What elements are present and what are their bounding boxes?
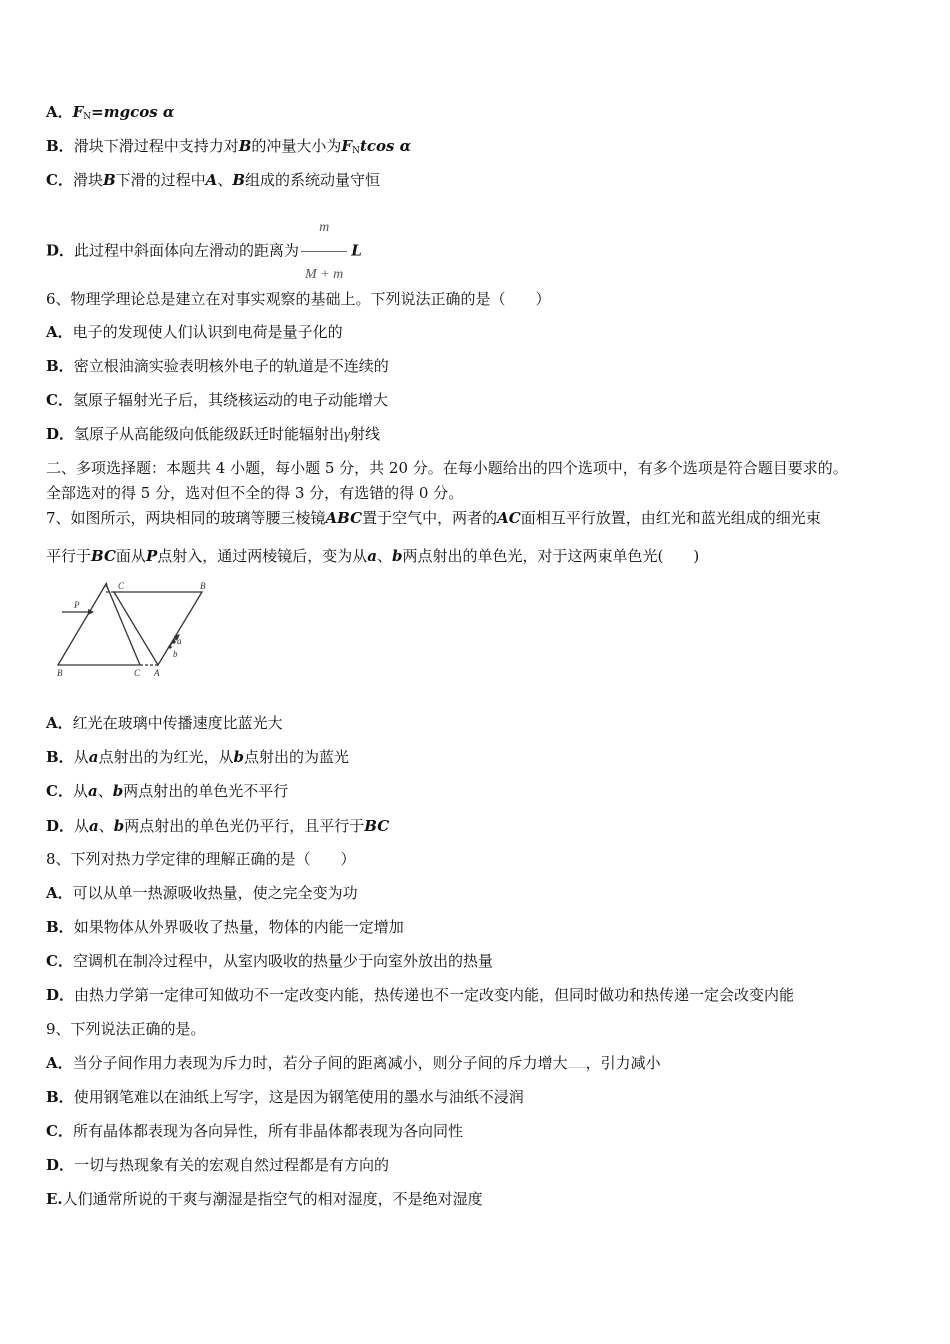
option-letter: B． xyxy=(46,1088,74,1106)
label-c-bottom: C xyxy=(134,668,141,678)
var-a: a xyxy=(89,817,99,835)
point-a xyxy=(172,640,175,643)
q7-stem-line-2 xyxy=(46,546,699,566)
option-text: 下滑的过程中 xyxy=(115,171,206,189)
stem-text: 面从 xyxy=(115,547,146,565)
option-text: 点射出的为红光，从 xyxy=(98,748,234,766)
label-c-top: C xyxy=(118,581,125,591)
q5-option-a xyxy=(46,102,174,127)
option-text: 的冲量大小为 xyxy=(251,137,342,155)
option-text: 从 xyxy=(72,782,88,800)
var-a: A xyxy=(205,171,218,189)
option-letter: B． xyxy=(46,357,74,375)
option-text: 如果物体从外界吸收了热量，物体的内能一定增加 xyxy=(73,918,404,936)
fraction-denominator: M + m xyxy=(305,267,344,282)
option-letter: D． xyxy=(46,986,75,1004)
option-text: 一切与热现象有关的宏观自然过程都是有方向的 xyxy=(74,1156,390,1174)
q9-stem: 9、下列说法正确的是。 xyxy=(46,1020,206,1038)
option-letter: D． xyxy=(46,817,75,835)
label-a-bottom: A xyxy=(154,668,160,678)
formula-f: F xyxy=(72,103,84,121)
fraction xyxy=(301,206,347,297)
var-a: a xyxy=(87,782,98,800)
q5-option-c xyxy=(46,170,380,190)
option-letter: A． xyxy=(46,714,73,732)
option-text: 当分子间作用力表现为斥力时，若分子间的距离减小，则分子间的斥力增大 xyxy=(72,1054,568,1072)
formula-sub: N xyxy=(352,146,360,156)
stem-text: 点射入，通过两棱镜后，变为从 xyxy=(157,547,368,565)
q8-stem: 8、下列对热力学定律的理解正确的是（ ） xyxy=(46,850,356,868)
var-ac: AC xyxy=(497,509,521,527)
section-2-line-2: 全部选对的得 5 分，选对但不全的得 3 分，有选错的得 0 分。 xyxy=(46,484,464,502)
option-text: 组成的系统动量守恒 xyxy=(245,171,381,189)
q9-option-c xyxy=(46,1121,463,1141)
q8-option-b xyxy=(46,917,404,937)
option-text: 电子的发现使人们认识到电荷是量子化的 xyxy=(72,323,343,341)
var-b: B xyxy=(238,137,252,155)
q6-stem: 6、物理学理论总是建立在对事实观察的基础上。下列说法正确的是（ ） xyxy=(46,290,551,308)
q6-option-c xyxy=(46,390,388,410)
option-text: 由热力学第一定律可知做功不一定改变内能，热传递也不一定改变内能，但同时做功和热传递一定会改变内能 xyxy=(74,986,795,1004)
prism-left xyxy=(58,584,140,665)
label-b-bottom: B xyxy=(57,668,63,678)
formula-rest: =mgcos α xyxy=(91,103,175,121)
option-text: 可以从单一热源吸收热量，使之完全变为功 xyxy=(72,884,358,902)
q7-option-c xyxy=(46,781,288,801)
separator: 、 xyxy=(217,171,233,189)
option-letter: C． xyxy=(46,782,73,800)
stem-text: 面相互平行放置，由红光和蓝光组成的细光束 xyxy=(520,509,821,527)
var-b: b xyxy=(233,748,244,766)
label-a-top: A xyxy=(103,581,109,591)
option-letter: B． xyxy=(46,918,74,936)
option-letter: B． xyxy=(46,748,74,766)
option-letter: A． xyxy=(46,1054,73,1072)
option-letter: C． xyxy=(46,171,73,189)
option-text: 滑块下滑过程中支持力对 xyxy=(73,137,239,155)
option-text: 空调机在制冷过程中，从室内吸收的热量少于向室外放出的热量 xyxy=(72,952,493,970)
q8-option-d xyxy=(46,985,794,1005)
option-text: 滑块 xyxy=(72,171,103,189)
q8-option-c xyxy=(46,951,493,971)
var-b: b xyxy=(391,547,403,565)
label-p: P xyxy=(74,600,80,610)
option-letter: C． xyxy=(46,1122,73,1140)
q8-option-a xyxy=(46,883,358,903)
option-text: 所有晶体都表现为各向异性，所有非晶体都表现为各向同性 xyxy=(72,1122,463,1140)
q6-option-b xyxy=(46,356,389,376)
option-letter: C． xyxy=(46,391,73,409)
q7-option-a xyxy=(46,713,283,733)
var-b: B xyxy=(232,171,246,189)
option-letter: D． xyxy=(46,425,75,443)
formula-rest: tcos α xyxy=(359,137,412,155)
label-point-a: a xyxy=(177,636,182,646)
q9-option-b xyxy=(46,1087,524,1107)
q5-option-d xyxy=(46,206,362,297)
fraction-numerator: m xyxy=(319,220,330,235)
option-letter: D． xyxy=(46,241,75,260)
option-text: 此过程中斜面体向左滑动的距离为 xyxy=(74,241,300,260)
option-text: 人们通常所说的干爽与潮湿是指空气的相对湿度，不是绝对湿度 xyxy=(62,1190,483,1208)
prism-figure xyxy=(50,578,220,682)
q9-option-a xyxy=(46,1053,661,1073)
var-b: b xyxy=(113,817,125,835)
option-text: 使用钢笔难以在油纸上写字，这是因为钢笔使用的墨水与油纸不浸润 xyxy=(73,1088,524,1106)
var-bc: BC xyxy=(91,547,116,565)
option-letter: E. xyxy=(46,1190,63,1208)
option-text: 从 xyxy=(74,817,90,835)
option-letter: A． xyxy=(46,884,73,902)
option-text: 两点射出的单色光仍平行，且平行于 xyxy=(124,817,365,835)
q7-option-b xyxy=(46,747,349,767)
option-text: 密立根油滴实验表明核外电子的轨道是不连续的 xyxy=(73,357,389,375)
var-p: P xyxy=(145,547,158,565)
option-text: 点射出的为蓝光 xyxy=(243,748,349,766)
option-letter: A． xyxy=(46,323,73,341)
option-letter: A． xyxy=(46,103,73,121)
q6-option-a xyxy=(46,322,343,342)
option-text: 氢原子从高能级向低能级跃迁时能辐射出 xyxy=(74,425,345,443)
prism-right xyxy=(114,592,202,665)
separator: 、 xyxy=(97,782,113,800)
q7-option-d xyxy=(46,816,389,836)
stem-text: 7、如图所示，两块相同的玻璃等腰三棱镜 xyxy=(46,509,326,527)
q9-option-e xyxy=(46,1189,483,1209)
var-abc: ABC xyxy=(325,509,363,527)
gamma-symbol: γ xyxy=(344,427,350,443)
option-text: 射线 xyxy=(349,425,380,443)
label-point-b: b xyxy=(173,649,178,659)
var-b: b xyxy=(112,782,124,800)
var-b: B xyxy=(102,171,116,189)
point-b xyxy=(168,645,171,648)
formula-sub: N xyxy=(83,112,92,122)
stem-text: 平行于 xyxy=(46,547,92,565)
option-letter: C． xyxy=(46,952,73,970)
var-l: L xyxy=(351,241,362,260)
option-text: 红光在玻璃中传播速度比蓝光大 xyxy=(72,714,283,732)
option-letter: B． xyxy=(46,137,74,155)
formula-f: F xyxy=(341,137,353,155)
q5-option-b xyxy=(46,136,411,161)
var-a: a xyxy=(367,547,377,565)
stem-text: 置于空气中，两者的 xyxy=(362,509,498,527)
q7-stem-line-1 xyxy=(46,508,821,528)
separator: 、 xyxy=(376,547,392,565)
option-text: ，引力减小 xyxy=(585,1054,661,1072)
option-text: 氢原子辐射光子后，其绕核运动的电子动能增大 xyxy=(72,391,388,409)
option-text: 两点射出的单色光不平行 xyxy=(123,782,289,800)
var-a: a xyxy=(88,748,99,766)
option-letter: D． xyxy=(46,1156,75,1174)
option-text: 从 xyxy=(73,748,89,766)
blank-mark xyxy=(568,1057,586,1068)
q6-option-d xyxy=(46,424,380,445)
q9-option-d xyxy=(46,1155,389,1175)
section-2-line-1: 二、多项选择题：本题共 4 小题，每小题 5 分，共 20 分。在每小题给出的四个选项中，有多个选项是符合题目要求的。 xyxy=(46,459,848,477)
label-b-top: B xyxy=(200,581,206,591)
stem-text: 两点射出的单色光，对于这两束单色光( ) xyxy=(402,547,700,565)
separator: 、 xyxy=(98,817,114,835)
var-bc: BC xyxy=(364,817,390,835)
